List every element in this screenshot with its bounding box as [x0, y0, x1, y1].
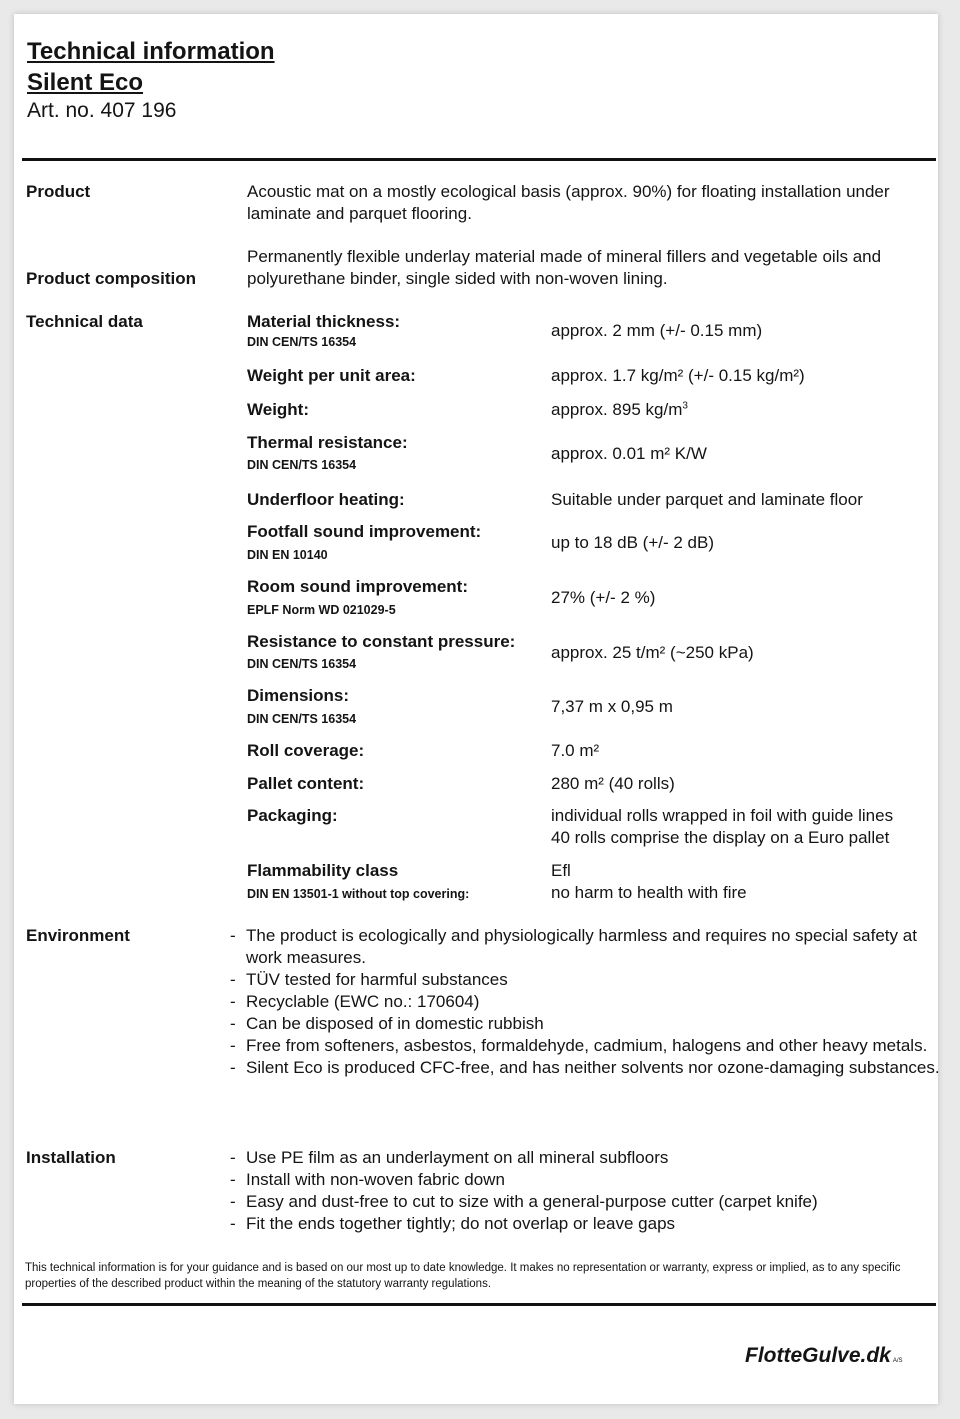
- technical-data-label: Technical data: [26, 312, 143, 331]
- tech-row-standard: DIN CEN/TS 16354: [247, 712, 357, 726]
- tech-row-value-line2: 40 rolls comprise the display on a Euro pallet: [551, 828, 890, 847]
- tech-row-standard: DIN CEN/TS 16354: [247, 458, 357, 472]
- list-item: - Fit the ends together tightly; do not overlap or leave gaps: [230, 1213, 940, 1235]
- tech-row-standard: EPLF Norm WD 021029-5: [247, 603, 396, 617]
- tech-row-name: Flammability class: [247, 861, 399, 880]
- tech-row-value-superscript: 3: [682, 400, 688, 412]
- tech-row-value: approx. 25 t/m² (~250 kPa): [551, 643, 754, 662]
- tech-row-standard: DIN CEN/TS 16354: [247, 335, 357, 349]
- installation-label: Installation: [26, 1148, 116, 1167]
- product-name: Silent Eco: [27, 69, 144, 96]
- brand-name: FlotteGulve.dk: [745, 1344, 891, 1367]
- tech-row-value: individual rolls wrapped in foil with guide lines: [551, 806, 894, 825]
- tech-row-value: approx. 1.7 kg/m² (+/- 0.15 kg/m²): [551, 366, 805, 385]
- tech-row-name: Weight per unit area:: [247, 366, 416, 385]
- tech-row-value: 27% (+/- 2 %): [551, 588, 656, 607]
- tech-row-name: Packaging:: [247, 806, 338, 825]
- tech-row-standard: DIN EN 13501-1 without top covering:: [247, 887, 470, 901]
- composition-label: Product composition: [26, 269, 196, 288]
- tech-row-value: 7,37 m x 0,95 m: [551, 697, 673, 716]
- tech-row-value-text: approx. 895 kg/m: [551, 400, 683, 419]
- product-label: Product: [26, 182, 91, 201]
- list-item: - Free from softeners, asbestos, formaldehyde, cadmium, halogens and other heavy metals.: [230, 1035, 940, 1057]
- tech-row-value: 280 m² (40 rolls): [551, 774, 675, 793]
- document-page: [14, 14, 938, 1404]
- environment-label: Environment: [26, 926, 130, 945]
- tech-row-standard: DIN CEN/TS 16354: [247, 657, 357, 671]
- list-item: - The product is ecologically and physiologically harmless and requires no special safety at work measures.: [230, 925, 940, 969]
- tech-row-name: Resistance to constant pressure:: [247, 632, 516, 651]
- composition-text: Permanently flexible underlay material made of mineral fillers and vegetable oils and polyurethane binder, single sided with non-woven lining.: [247, 247, 882, 288]
- tech-row-value: Suitable under parquet and laminate floor: [551, 490, 863, 509]
- tech-row-name: Roll coverage:: [247, 741, 365, 760]
- tech-row-name: Weight:: [247, 400, 310, 419]
- list-item: - Use PE film as an underlayment on all mineral subfloors: [230, 1147, 940, 1169]
- tech-row-value: Efl: [551, 861, 571, 880]
- list-item: - Install with non-woven fabric down: [230, 1169, 940, 1191]
- tech-row-name: Material thickness:: [247, 312, 401, 331]
- tech-row-value: up to 18 dB (+/- 2 dB): [551, 533, 715, 552]
- list-item: - Can be disposed of in domestic rubbish: [230, 1013, 940, 1035]
- disclaimer: This technical information is for your guidance and is based on our most up to date knowledge. It makes no representation or warranty, express or implied, as to any specific properties of the described product within the meaning of the statutory warranty regulations.: [25, 1262, 901, 1290]
- installation-list: [230, 1147, 940, 1235]
- tech-row-name: Thermal resistance:: [247, 433, 408, 452]
- tech-row-standard: DIN EN 10140: [247, 548, 328, 562]
- tech-row-name: Dimensions:: [247, 686, 350, 705]
- tech-row-name: Footfall sound improvement:: [247, 522, 482, 541]
- product-text: Acoustic mat on a mostly ecological basis (approx. 90%) for floating installation under laminate and parquet flooring.: [247, 182, 890, 223]
- list-item: - Recyclable (EWC no.: 170604): [230, 991, 940, 1013]
- list-item: - TÜV tested for harmful substances: [230, 969, 940, 991]
- tech-row-name: Room sound improvement:: [247, 577, 469, 596]
- header-divider: [22, 158, 936, 161]
- tech-row-value: 7.0 m²: [551, 741, 600, 760]
- tech-row-name: Underfloor heating:: [247, 490, 405, 509]
- brand-suffix: A/S: [892, 1358, 903, 1364]
- tech-row-value: approx. 2 mm (+/- 0.15 mm): [551, 321, 763, 340]
- tech-row-name: Pallet content:: [247, 774, 365, 793]
- tech-row-value-line2: no harm to health with fire: [551, 883, 747, 902]
- environment-list: [230, 925, 940, 1079]
- footer-divider: [22, 1303, 936, 1306]
- tech-row-value: approx. 0.01 m² K/W: [551, 444, 707, 463]
- tech-row-value: [551, 399, 688, 421]
- brand-logo: [745, 1344, 903, 1368]
- page-title: Technical information: [27, 38, 275, 65]
- list-item: - Easy and dust-free to cut to size with a general-purpose cutter (carpet knife): [230, 1191, 940, 1213]
- article-number: Art. no. 407 196: [27, 99, 177, 122]
- list-item: - Silent Eco is produced CFC-free, and has neither solvents nor ozone-damaging substances.: [230, 1057, 940, 1079]
